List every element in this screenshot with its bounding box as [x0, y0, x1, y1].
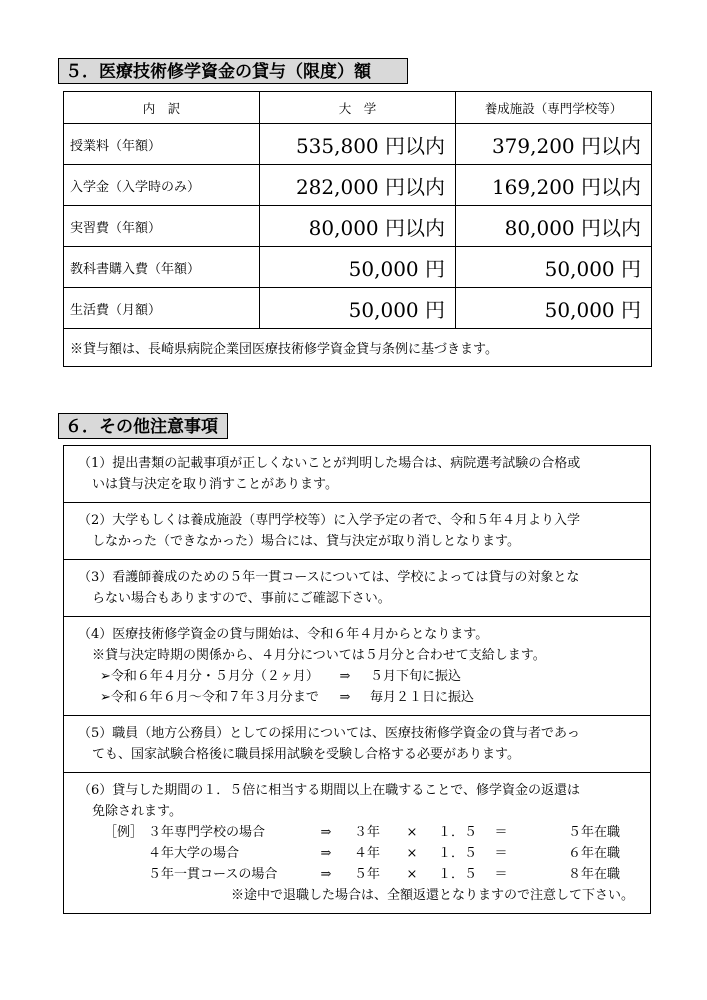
row-label: 教科書購入費（年額）: [64, 247, 260, 288]
table-row: [64, 247, 652, 288]
note-5: [64, 716, 650, 773]
note-6: [64, 773, 650, 913]
arrow-icon: ⇒: [320, 825, 332, 840]
fee-table: [63, 91, 652, 367]
note-line: （2）大学もしくは養成施設（専門学校等）に入学予定の者で、令和５年４月より入学: [78, 513, 581, 528]
header-breakdown: 内 訳: [64, 92, 260, 124]
example-times: ×: [406, 867, 418, 882]
example-case: ３年専門学校の場合: [148, 825, 266, 840]
note-line: いは貸与決定を取り消すことがあります。: [92, 477, 338, 492]
table-footnote: ※貸与額は、長崎県病院企業団医療技術修学資金貸与条例に基づきます。: [64, 329, 652, 367]
note-line: （4）医療技術修学資金の貸与開始は、令和６年４月からとなります。: [78, 627, 489, 642]
note-line: ※貸与決定時期の関係から、４月分については５月分と合わせて支給します。: [92, 648, 546, 663]
school-amount: 379,200 円以内: [456, 124, 652, 165]
university-amount: 50,000 円: [260, 247, 456, 288]
example-factor: １．５: [438, 846, 478, 861]
row-label: 実習費（年額）: [64, 206, 260, 247]
example-times: ×: [406, 846, 418, 861]
row-label: 入学金（入学時のみ）: [64, 165, 260, 206]
example-row: [78, 822, 638, 843]
example-eq: ＝: [494, 846, 508, 861]
example-factor: １．５: [438, 825, 478, 840]
note-line: （6）貸与した期間の１．５倍に相当する期間以上在職することで、修学資金の返還は: [78, 783, 581, 798]
section5-heading: ５．医療技術修学資金の貸与（限度）額: [58, 58, 408, 84]
school-amount: 169,200 円以内: [456, 165, 652, 206]
university-amount: 80,000 円以内: [260, 206, 456, 247]
table-row: [64, 165, 652, 206]
table-header-row: [64, 92, 652, 124]
schedule-period: ➢令和６年４月分・５月分（２ヶ月）: [100, 669, 319, 684]
example-times: ×: [406, 825, 418, 840]
note-3: [64, 560, 650, 617]
schedule-row: [78, 687, 638, 708]
row-label: 生活費（月額）: [64, 288, 260, 329]
university-amount: 50,000 円: [260, 288, 456, 329]
example-result: ５年在職: [567, 825, 620, 840]
table-row: [64, 206, 652, 247]
note-line: （5）職員（地方公務員）としての採用については、医療技術修学資金の貸与者であっ: [78, 726, 580, 741]
example-eq: ＝: [494, 825, 508, 840]
university-amount: 535,800 円以内: [260, 124, 456, 165]
arrow-icon: ⇒: [320, 846, 332, 861]
note-line: （3）看護師養成のための５年一貫コースについては、学校によっては貸与の対象とな: [78, 570, 580, 585]
arrow-icon: ⇒: [339, 669, 351, 684]
example-years: ４年: [353, 846, 380, 861]
school-amount: 50,000 円: [456, 247, 652, 288]
note-line: ても、国家試験合格後に職員採用試験を受験し合格する必要があります。: [92, 747, 520, 762]
example-case: ５年一貫コースの場合: [148, 867, 278, 882]
arrow-icon: ⇒: [320, 867, 332, 882]
schedule-row: [78, 666, 638, 687]
example-years: ５年: [353, 867, 380, 882]
arrow-icon: ⇒: [339, 690, 351, 705]
schedule-period: ➢令和６年６月～令和７年３月分まで: [100, 690, 319, 705]
note-line: らない場合もありますので、事前にご確認下さい。: [92, 591, 391, 606]
table-footnote-row: [64, 329, 652, 367]
note-line: （1）提出書類の記載事項が正しくないことが判明した場合は、病院選考試験の合格或: [78, 456, 581, 471]
example-case: ４年大学の場合: [148, 846, 240, 861]
examples-label: ［例］: [104, 825, 144, 840]
example-result: ８年在職: [567, 867, 620, 882]
example-row: [78, 864, 638, 885]
note-line: 免除されます。: [92, 804, 182, 819]
school-amount: 80,000 円以内: [456, 206, 652, 247]
header-school: 養成施設（専門学校等）: [456, 92, 652, 124]
notes-box: [63, 445, 651, 914]
table-row: [64, 124, 652, 165]
note-4: [64, 617, 650, 716]
example-eq: ＝: [494, 867, 508, 882]
university-amount: 282,000 円以内: [260, 165, 456, 206]
example-years: ３年: [353, 825, 380, 840]
school-amount: 50,000 円: [456, 288, 652, 329]
example-factor: １．５: [438, 867, 478, 882]
section6-heading: ６．その他注意事項: [58, 413, 228, 439]
note-closing: ※途中で退職した場合は、全額返還となりますので注意して下さい。: [230, 888, 634, 903]
table-row: [64, 288, 652, 329]
example-row: [78, 843, 638, 864]
schedule-payment: ５月下旬に振込: [370, 669, 462, 684]
header-university: 大 学: [260, 92, 456, 124]
example-result: ６年在職: [567, 846, 620, 861]
note-1: [64, 446, 650, 503]
row-label: 授業料（年額）: [64, 124, 260, 165]
note-line: しなかった（できなかった）場合には、貸与決定が取り消しとなります。: [92, 534, 520, 549]
note-2: [64, 503, 650, 560]
schedule-payment: 毎月２１日に振込: [370, 690, 475, 705]
